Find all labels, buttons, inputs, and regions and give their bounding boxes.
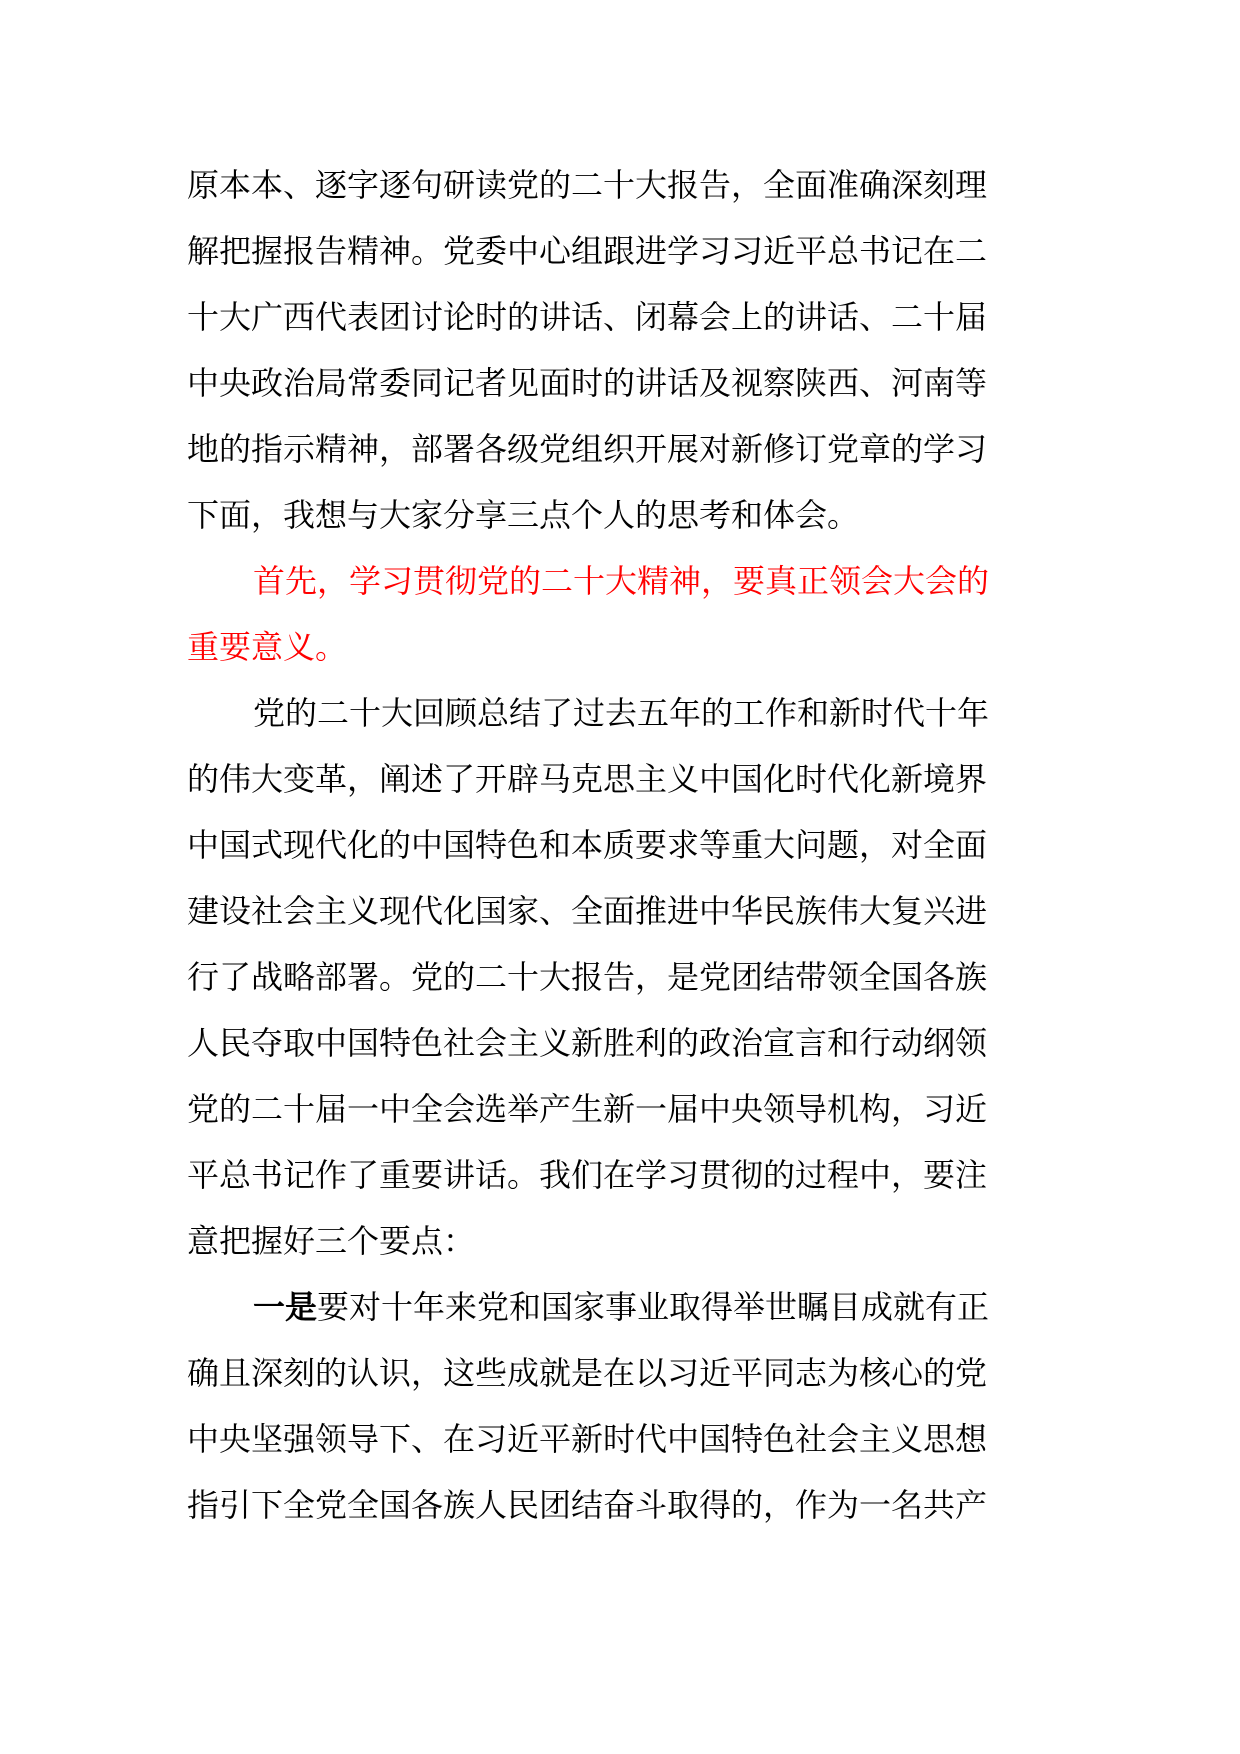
- paragraph-3: [187, 1274, 1057, 1538]
- text-line: 下面，我想与大家分享三点个人的思考和体会。: [187, 496, 860, 534]
- text-line: 平总书记作了重要讲话。我们在学习贯彻的过程中，要注: [187, 1156, 988, 1194]
- text-line: 指引下全党全国各族人民团结奋斗取得的，作为一名共产: [187, 1486, 988, 1524]
- text-line: 解把握报告精神。党委中心组跟进学习习近平总书记在二: [187, 232, 988, 270]
- paragraph-1: [187, 152, 1057, 548]
- text-line: 中央坚强领导下、在习近平新时代中国特色社会主义思想: [187, 1420, 988, 1458]
- text-fragment: 要对十年来党和国家事业取得举世瞩目成就有正: [317, 1288, 990, 1326]
- text-line: 党的二十届一中全会选举产生新一届中央领导机构，习近: [187, 1090, 988, 1128]
- text-line: 中央政治局常委同记者见面时的讲话及视察陕西、河南等: [187, 364, 988, 402]
- text-line: 地的指示精神，部署各级党组织开展对新修订党章的学习: [187, 430, 988, 468]
- text-line: 的伟大变革，阐述了开辟马克思主义中国化时代化新境界: [187, 760, 988, 798]
- red-heading: [187, 548, 1057, 680]
- heading-line: 首先，学习贯彻党的二十大精神，要真正领会大会的: [253, 562, 990, 600]
- text-line: 党的二十大回顾总结了过去五年的工作和新时代十年: [253, 694, 990, 732]
- document-body: [187, 152, 1057, 1538]
- paragraph-2: [187, 680, 1057, 1274]
- heading-line: 重要意义。: [187, 628, 348, 666]
- text-line: 中国式现代化的中国特色和本质要求等重大问题，对全面: [187, 826, 988, 864]
- bold-lead: 一是: [253, 1288, 318, 1326]
- text-line: 行了战略部署。党的二十大报告，是党团结带领全国各族: [187, 958, 988, 996]
- text-line: 人民夺取中国特色社会主义新胜利的政治宣言和行动纲领: [187, 1024, 988, 1062]
- text-line: 意把握好三个要点：: [187, 1222, 476, 1260]
- text-line: [187, 1274, 1057, 1340]
- text-line: 确且深刻的认识，这些成就是在以习近平同志为核心的党: [187, 1354, 988, 1392]
- text-line: 建设社会主义现代化国家、全面推进中华民族伟大复兴进: [187, 892, 988, 930]
- text-line: 原本本、逐字逐句研读党的二十大报告，全面准确深刻理: [187, 166, 988, 204]
- text-line: 十大广西代表团讨论时的讲话、闭幕会上的讲话、二十届: [187, 298, 988, 336]
